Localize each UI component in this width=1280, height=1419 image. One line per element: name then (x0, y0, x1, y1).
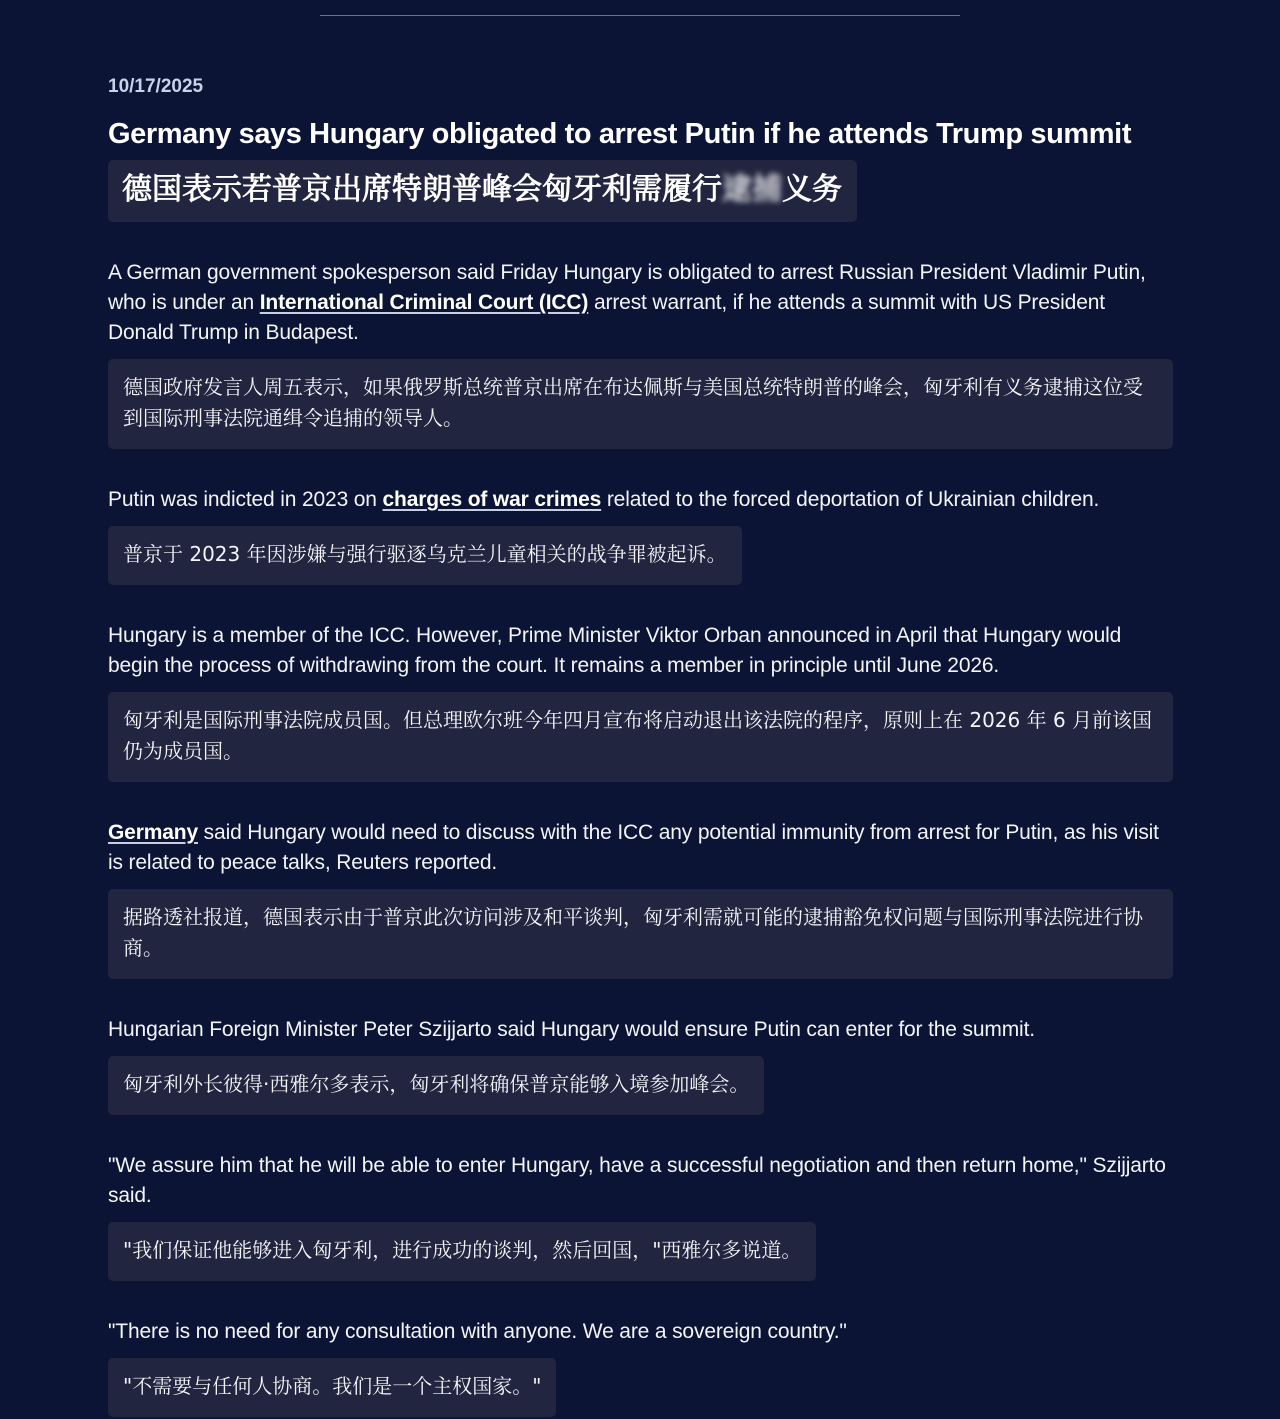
paragraph-english (108, 258, 1173, 348)
paragraph-chinese-translation: 普京于 2023 年因涉嫌与强行驱逐乌克兰儿童相关的战争罪被起诉。 (108, 526, 742, 585)
paragraph-english (108, 818, 1173, 878)
paragraph-chinese-translation: 德国政府发言人周五表示，如果俄罗斯总统普京出席在布达佩斯与美国总统特朗普的峰会，匈牙利有义务逮捕这位受到国际刑事法院通缉令追捕的领导人。 (108, 359, 1173, 449)
paragraph-text: arrest warrant, if he attends a summit with US President Donald Trump in Budapest. (108, 291, 1105, 344)
paragraph-text: Putin was indicted in 2023 on (108, 488, 383, 511)
paragraph-block-5 (108, 1015, 1173, 1115)
paragraph-chinese-translation: 据路透社报道，德国表示由于普京此次访问涉及和平谈判，匈牙利需就可能的逮捕豁免权问题与国际刑事法院进行协商。 (108, 889, 1173, 979)
paragraph-block-7 (108, 1317, 1173, 1417)
paragraph-block-2 (108, 485, 1173, 585)
paragraph-text: related to the forced deportation of Ukrainian children. (601, 488, 1100, 511)
headline-zh-part-2: 义务 (782, 172, 842, 207)
article-date: 10/17/2025 (108, 76, 204, 97)
paragraph-block-6 (108, 1151, 1173, 1281)
article (108, 74, 1173, 1417)
top-divider (320, 15, 960, 16)
germany-link[interactable]: Germany (108, 821, 198, 844)
paragraph-english: Hungary is a member of the ICC. However, Prime Minister Viktor Orban announced in April that Hungary would begin the process of withdrawing from the court. It remains a member in principle until June 2026. (108, 624, 1122, 677)
headline-english: Germany says Hungary obligated to arrest Putin if he attends Trump summit (108, 118, 1132, 150)
paragraph-chinese-translation: 匈牙利外长彼得·西雅尔多表示，匈牙利将确保普京能够入境参加峰会。 (108, 1056, 764, 1115)
paragraph-text: A German government spokesperson said Friday Hungary is obligated to arrest Russian President Vladimir Putin, who is under an (108, 261, 1146, 314)
headline-zh-blurred-text: 逮捕 (722, 172, 782, 207)
paragraph-english (108, 485, 1173, 515)
paragraph-block-3 (108, 621, 1173, 782)
paragraph-chinese-translation: 匈牙利是国际刑事法院成员国。但总理欧尔班今年四月宣布将启动退出该法院的程序，原则上在 2026 年 6 月前该国仍为成员国。 (108, 692, 1173, 782)
paragraph-block-4 (108, 818, 1173, 979)
paragraph-chinese-translation: "不需要与任何人协商。我们是一个主权国家。" (108, 1358, 556, 1417)
paragraph-english: "There is no need for any consultation with anyone. We are a sovereign country." (108, 1320, 847, 1343)
paragraph-english: Hungarian Foreign Minister Peter Szijjarto said Hungary would ensure Putin can enter for the summit. (108, 1018, 1035, 1041)
paragraph-text: said Hungary would need to discuss with the ICC any potential immunity from arrest for Putin, as his visit is related to peace talks, Reuters reported. (108, 821, 1159, 874)
paragraph-block-1 (108, 258, 1173, 449)
war-crimes-charges-link[interactable]: charges of war crimes (382, 488, 602, 511)
paragraph-chinese-translation: "我们保证他能够进入匈牙利，进行成功的谈判，然后回国，"西雅尔多说道。 (108, 1222, 816, 1281)
headline-zh-part-1: 德国表示若普京出席特朗普峰会匈牙利需履行 (122, 172, 722, 207)
paragraph-english: "We assure him that he will be able to enter Hungary, have a successful negotiation and then return home," Szijjarto said. (108, 1154, 1166, 1207)
icc-link[interactable]: International Criminal Court (ICC) (259, 291, 589, 314)
headline-chinese-translation (108, 160, 857, 222)
